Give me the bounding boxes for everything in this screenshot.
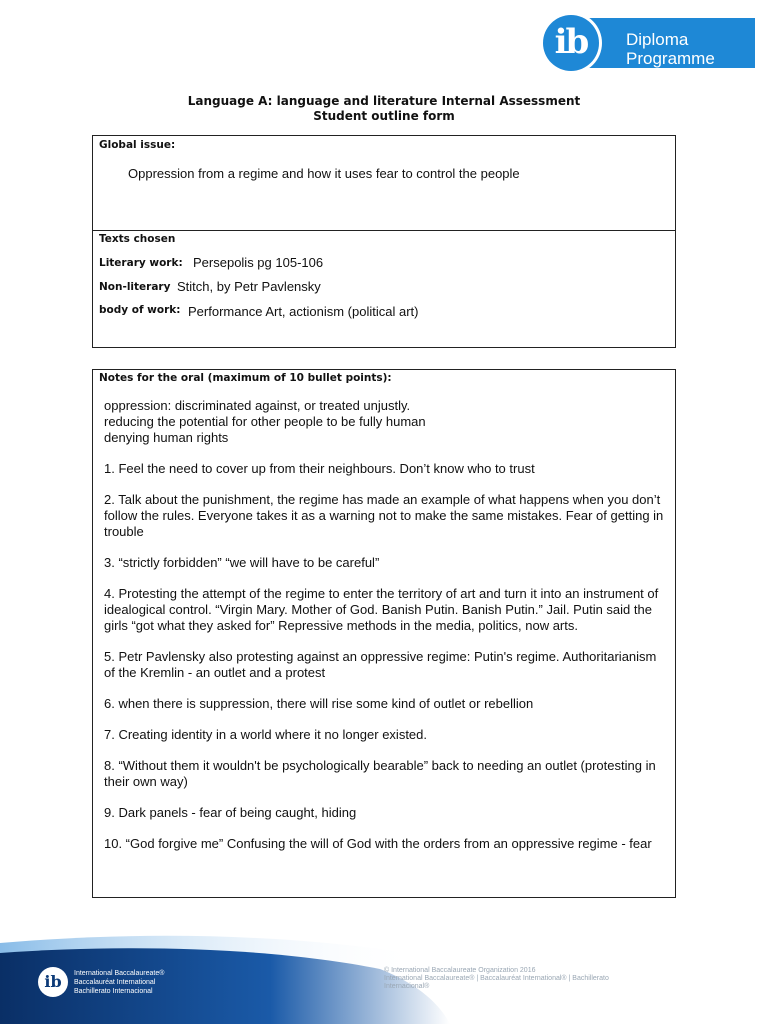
- footer-ib-logo: [38, 967, 238, 1001]
- ib-mark-icon: ib: [543, 15, 599, 71]
- section-divider: [93, 230, 675, 231]
- page-heading: [0, 94, 768, 124]
- note-point-6: 6. when there is suppression, there will rise some kind of outlet or rebellion: [104, 696, 534, 711]
- copyright-notice: [384, 967, 754, 991]
- page-title: Language A: language and literature Internal Assessment: [187, 94, 581, 108]
- note-point-1: 1. Feel the need to cover up from their neighbours. Don’t know who to trust: [104, 461, 535, 476]
- footer-org-line: Bachillerato Internacional: [74, 988, 153, 995]
- definition: [104, 398, 664, 446]
- logo-text: [626, 30, 715, 68]
- note-point-4: 4. Protesting the attempt of the regime to enter the territory of art and turn it into an instrument of idealogical control. “Virgin Mary. Mother of God. Banish Putin. Banish Putin.” Jail. Putin said the girls “got what they asked for” Repressive methods in the media, politics, now arts.: [104, 586, 659, 633]
- copyright-line: © International Baccalaureate Organization 2016: [384, 967, 536, 974]
- page-subtitle: Student outline form: [313, 109, 455, 123]
- ib-mark-circle: [540, 12, 602, 74]
- note-point-10: 10. “God forgive me” Confusing the will of God with the orders from an oppressive regime - fear: [104, 836, 652, 851]
- texts-chosen-label: Texts chosen: [99, 233, 176, 245]
- definition-line: oppression: discriminated against, or treated unjustly.: [104, 398, 411, 413]
- definition-line: denying human rights: [104, 430, 229, 445]
- note-point-5: 5. Petr Pavlensky also protesting against an oppressive regime: Putin's regime. Authoritarianism of the Kremlin - an outlet and a protest: [104, 649, 657, 680]
- note-point-3: 3. “strictly forbidden” “we will have to be careful”: [104, 555, 380, 570]
- global-issue-value: Oppression from a regime and how it uses fear to control the people: [128, 166, 520, 181]
- body-of-work-value: Performance Art, actionism (political art): [188, 304, 419, 319]
- definition-line: reducing the potential for other people to be fully human: [104, 414, 426, 429]
- outline-box: [92, 135, 676, 348]
- note-point-9: 9. Dark panels - fear of being caught, hiding: [104, 805, 357, 820]
- literary-work-value: Persepolis pg 105-106: [193, 255, 324, 270]
- footer-org-line: Baccalauréat International: [74, 979, 156, 986]
- copyright-line: International Baccalaureate® | Baccalauréat International® | Bachillerato: [384, 975, 609, 982]
- logo-line-1: Diploma: [626, 30, 689, 49]
- global-issue-label: Global issue:: [99, 139, 176, 151]
- non-literary-label: Non-literary: [99, 281, 171, 293]
- literary-work-label: Literary work:: [99, 257, 183, 269]
- notes-label: Notes for the oral (maximum of 10 bullet points):: [99, 372, 392, 384]
- footer-ib-icon: ib: [38, 967, 68, 997]
- footer-org-name: [74, 969, 164, 996]
- body-of-work-label: body of work:: [99, 304, 181, 316]
- ib-diploma-logo: [540, 12, 755, 74]
- copyright-line: Internacional®: [384, 983, 430, 990]
- note-point-2: 2. Talk about the punishment, the regime has made an example of what happens when you don’t follow the rules. Everyone takes it as a warning not to make the same mistakes. Fear of getting in trouble: [104, 492, 664, 539]
- notes-box: [92, 369, 676, 898]
- logo-line-2: Programme: [626, 49, 715, 68]
- notes-body: [104, 398, 664, 867]
- footer-org-line: International Baccalaureate®: [74, 970, 165, 977]
- note-point-8: 8. “Without them it wouldn't be psychologically bearable” back to needing an outlet (protesting in their own way): [104, 758, 656, 789]
- note-point-7: 7. Creating identity in a world where it no longer existed.: [104, 727, 428, 742]
- non-literary-value: Stitch, by Petr Pavlensky: [177, 279, 321, 294]
